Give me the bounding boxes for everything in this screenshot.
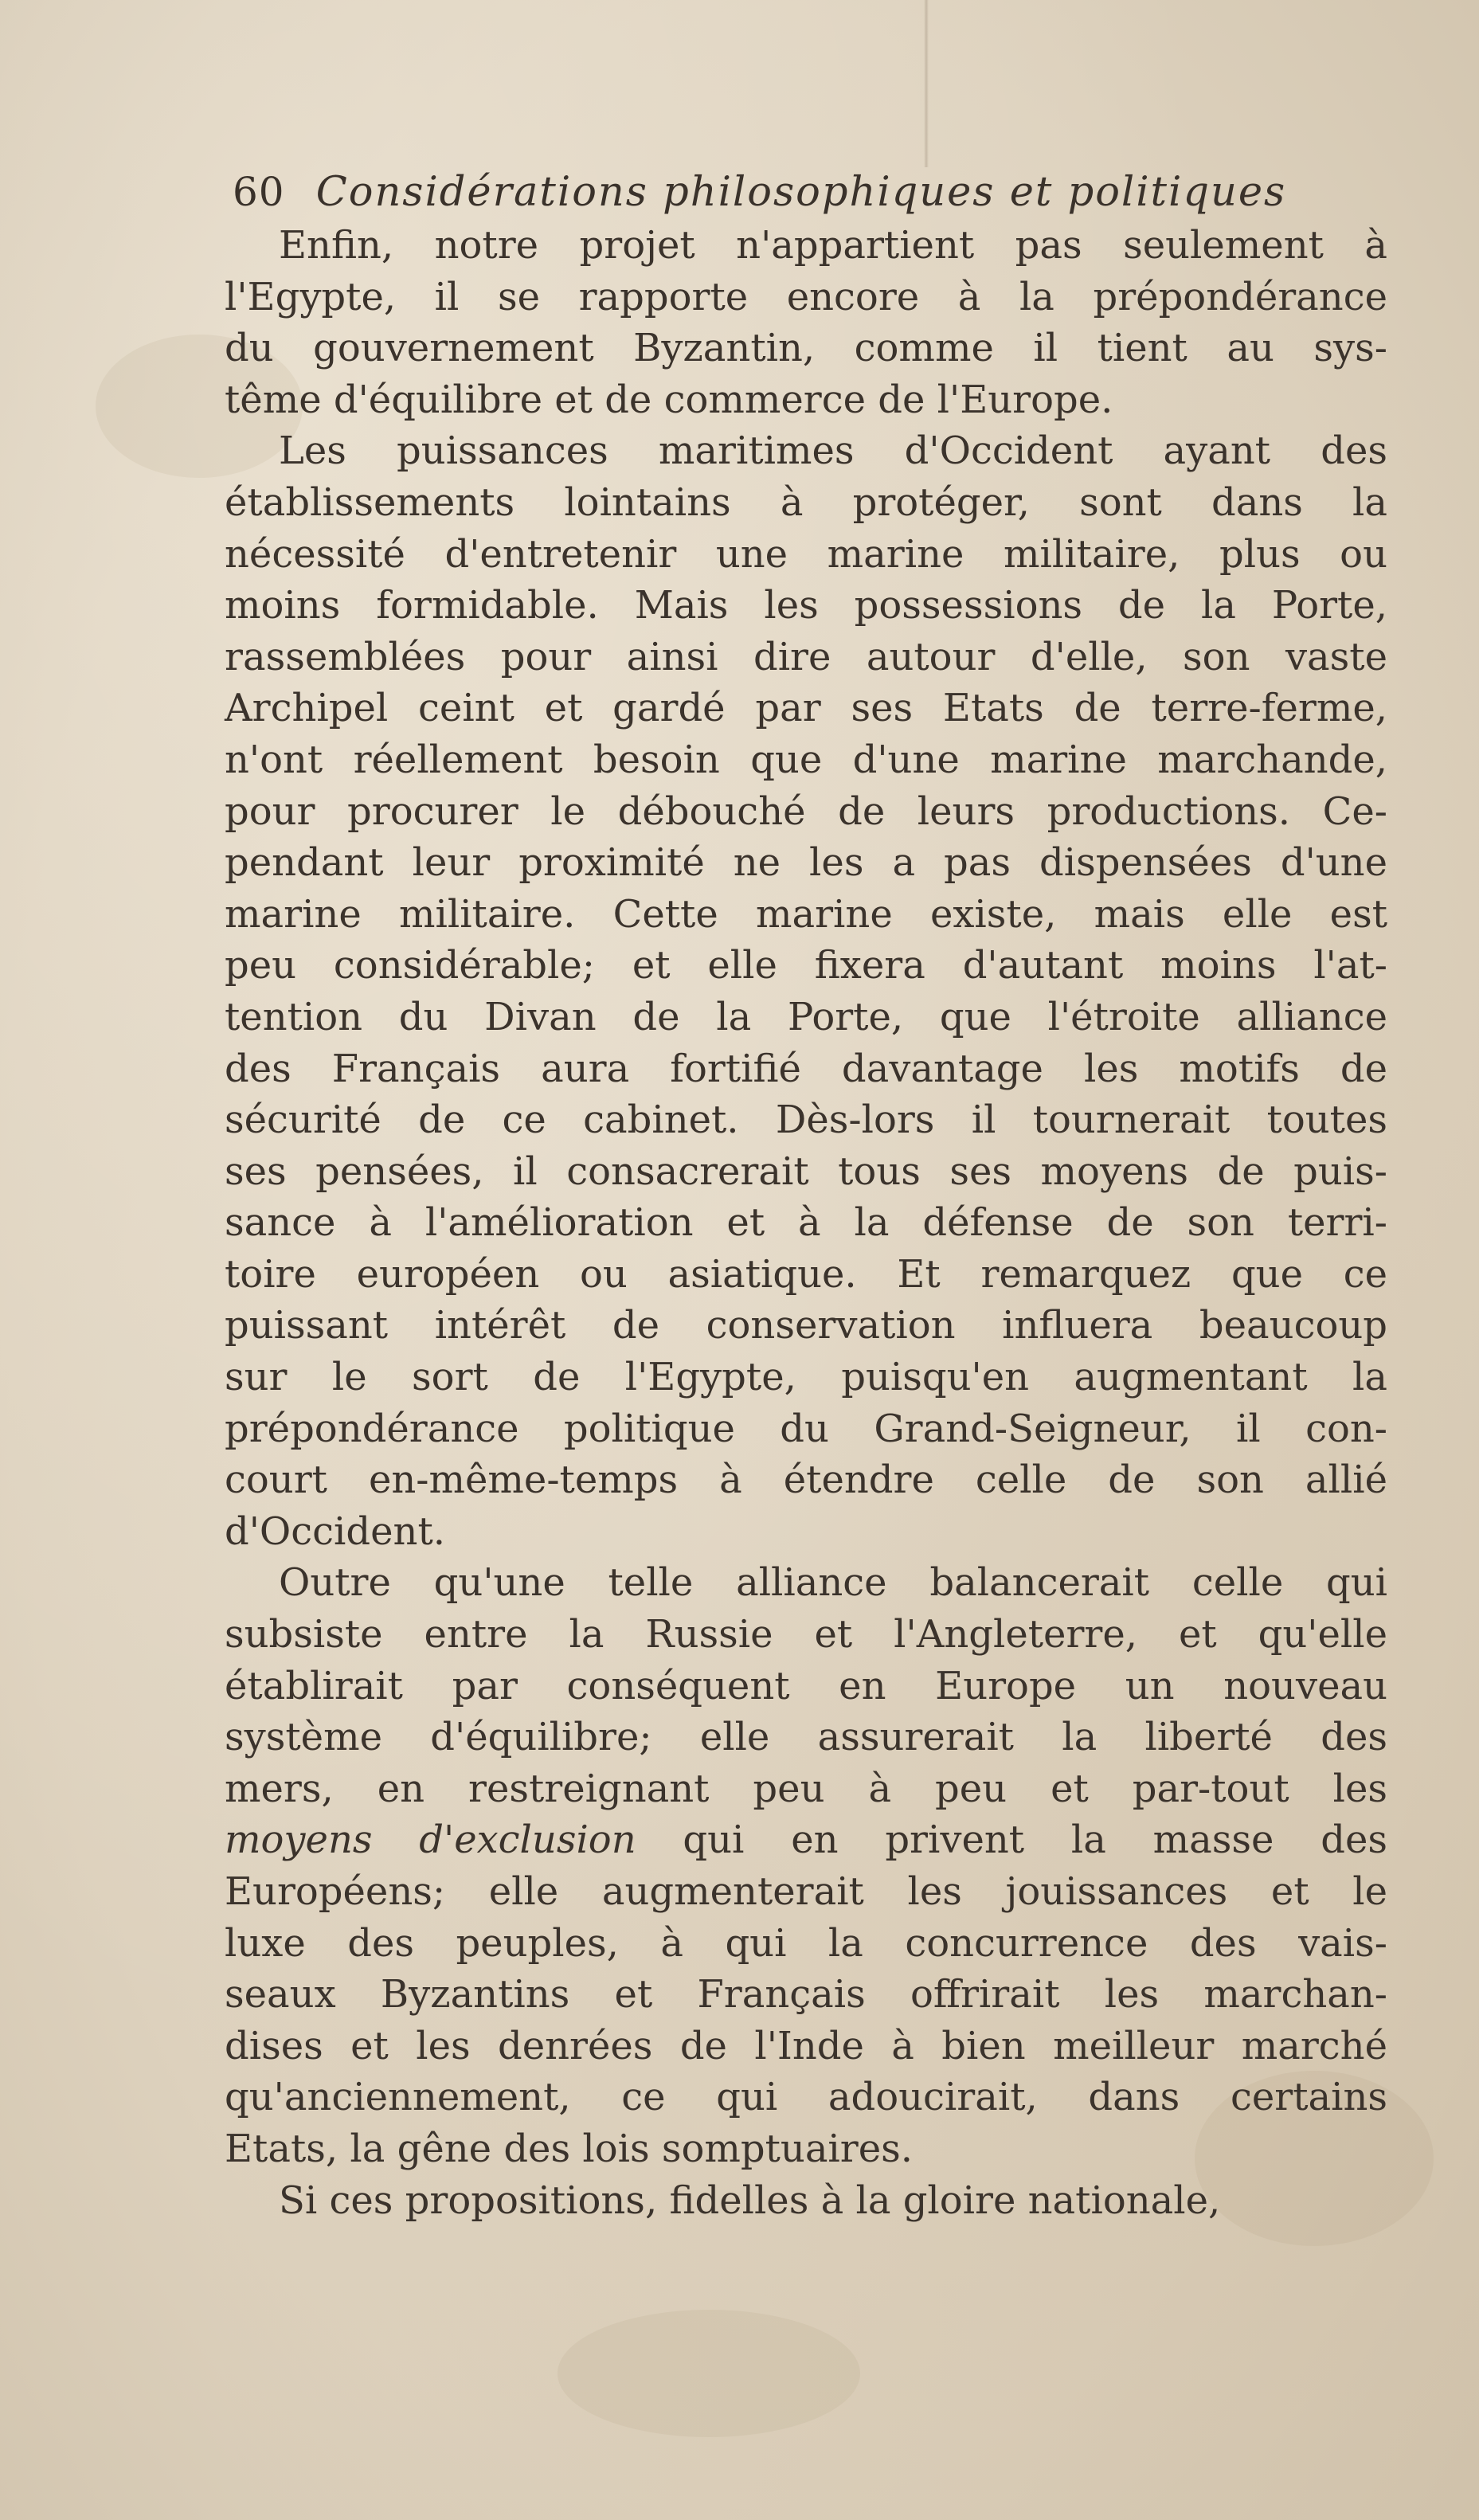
text-line: Enfin, notre projet n'appartient pas seulement à [279,223,1387,268]
text-line: des Français aura fortifié davantage les motifs de [225,1046,1387,1091]
body-text [225,220,1387,2226]
text-line: moins formidable. Mais les possessions de la Porte, [225,583,1387,628]
text-line: toire européen ou asiatique. Et remarquez que ce [225,1251,1387,1297]
text-line: prépondérance politique du Grand-Seigneur, il con- [225,1406,1387,1451]
text-line: peu considérable; et elle fixera d'autant moins l'at- [225,943,1387,988]
running-title: Considérations philosophiques et politiques [315,169,1287,216]
paper-stain [558,2310,860,2437]
text-line: d'Occident. [225,1508,445,1554]
text-line: Etats, la gêne des lois somptuaires. [225,2126,914,2171]
text-line: du gouvernement Byzantin, comme il tient au sys- [225,326,1387,371]
text-line: n'ont réellement besoin que d'une marine marchande, [225,737,1387,782]
text-line: établissements lointains à protéger, sont dans la [225,479,1387,525]
text-line: court en-même-temps à étendre celle de son allié [225,1458,1387,1503]
text-line: sance à l'amélioration et à la défense de son terri- [225,1200,1387,1246]
text-line: marine militaire. Cette marine existe, mais elle est [225,891,1387,937]
text-line: seaux Byzantins et Français offrirait les marchan- [225,1972,1387,2017]
text-line: Outre qu'une telle alliance balancerait celle qui [279,1560,1387,1606]
text-line: tême d'équilibre et de commerce de l'Europe. [225,377,1113,422]
text-line: puissant intérêt de conservation influera beaucoup [225,1303,1387,1348]
paper-fold-mark [924,0,929,167]
text-line: Les puissances maritimes d'Occident ayant des [279,428,1387,474]
text-line: qu'anciennement, ce qui adoucirait, dans certains [225,2075,1387,2120]
text-line: Si ces propositions, fidelles à la gloire nationale, [279,2178,1221,2223]
running-header [233,169,1403,216]
text-line: sécurité de ce cabinet. Dès-lors il tournerait toutes [225,1098,1387,1143]
text-line: l'Egypte, il se rapporte encore à la prépondérance [225,274,1387,319]
text-line: Archipel ceint et gardé par ses Etats de terre-ferme, [225,686,1387,731]
text-line-italic [225,1814,1387,1866]
italic-phrase: moyens d'exclusion [225,1818,636,1863]
text-line: pour procurer le débouché de leurs productions. Ce- [225,788,1387,834]
text-line: système d'équilibre; elle assurerait la liberté des [225,1715,1387,1760]
text-line: rassemblées pour ainsi dire autour d'elle, son vaste [225,634,1387,679]
text-line: tention du Divan de la Porte, que l'étroite alliance [225,994,1387,1039]
text-line: pendant leur proximité ne les a pas dispensées d'une [225,840,1387,886]
text-line: nécessité d'entretenir une marine militaire, plus ou [225,531,1387,577]
page-number: 60 [233,169,285,215]
text-line: luxe des peuples, à qui la concurrence des vais- [225,1920,1387,1966]
text-line: Européens; elle augmenterait les jouissances et le [225,1869,1387,1914]
text-line: mers, en restreignant peu à peu et par-tout les [225,1766,1387,1811]
italic-line-rest: qui en privent la masse des [636,1818,1387,1863]
text-line: ses pensées, il consacrerait tous ses moyens de puis- [225,1148,1387,1194]
text-line: établirait par conséquent en Europe un nouveau [225,1663,1387,1708]
text-line: subsiste entre la Russie et l'Angleterre, et qu'elle [225,1612,1387,1657]
text-line: dises et les denrées de l'Inde à bien meilleur marché [225,2023,1387,2068]
text-line: sur le sort de l'Egypte, puisqu'en augmentant la [225,1355,1387,1400]
